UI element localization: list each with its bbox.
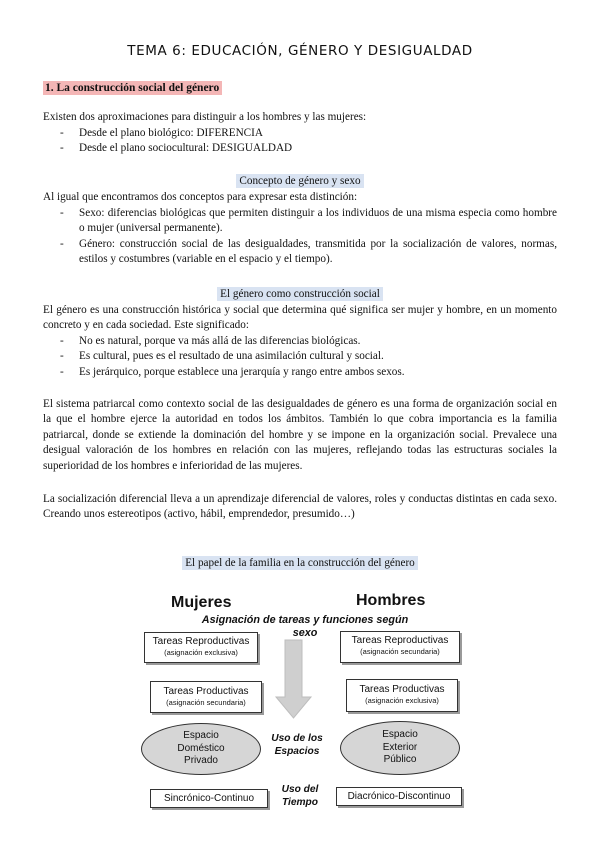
subheading-construccion: El género como construcción social bbox=[0, 288, 600, 300]
uso-espacios-label: Uso de los Espacios bbox=[271, 733, 323, 757]
list-item: - Es cultural, pues es el resultado de una asimilación cultural y social. bbox=[60, 349, 557, 364]
espacio-exterior-ellipse: Espacio Exterior Público bbox=[340, 721, 460, 775]
mujeres-productivas-box: Tareas Productivas (asignación secundaria) bbox=[150, 681, 262, 713]
list-item: - Es jerárquico, porque establece una jerarquía y rango entre ambos sexos. bbox=[60, 365, 557, 380]
sincronico-box: Sincrónico-Continuo bbox=[150, 789, 268, 808]
mujeres-reproductivas-box: Tareas Reproductivas (asignación exclusiva) bbox=[144, 632, 258, 663]
intro-text: Existen dos aproximaciones para distinguir a los hombres y las mujeres: bbox=[43, 111, 367, 123]
hombres-label: Hombres bbox=[356, 592, 426, 609]
section-heading: 1. La construcción social del género bbox=[43, 81, 222, 95]
asignacion-label: Asignación de tareas y funciones según sexo bbox=[201, 614, 409, 639]
sub2-text: El género es una construcción histórica y social que determina qué significa ser mujer y hombre, en un momento concreto y en cada sociedad. Este significado: bbox=[43, 304, 557, 332]
page-title: TEMA 6: EDUCACIÓN, GÉNERO Y DESIGUALDAD bbox=[127, 43, 473, 59]
list-item: - No es natural, porque va más allá de las diferencias biológicas. bbox=[60, 334, 557, 349]
list-item: - Género: construcción social de las desigualdades, transmitida por la socialización de valores, normas, estilos y costumbres (variable en el espacio y el tiempo). bbox=[60, 237, 557, 268]
gender-diagram bbox=[0, 585, 600, 815]
sub1-text: Al igual que encontramos dos conceptos para expresar esta distinción: bbox=[43, 191, 358, 203]
subheading-concepto: Concepto de género y sexo bbox=[0, 175, 600, 187]
list-item: - Sexo: diferencias biológicas que permiten distinguir a los individuos de una misma especia como hombre o mujer (universal permanente). bbox=[60, 206, 557, 237]
subheading-familia: El papel de la familia en la construcción del género bbox=[0, 557, 600, 569]
hombres-productivas-box: Tareas Productivas (asignación exclusiva) bbox=[346, 679, 458, 712]
espacio-domestico-ellipse: Espacio Doméstico Privado bbox=[141, 723, 261, 775]
list-item: - Desde el plano biológico: DIFERENCIA bbox=[60, 126, 557, 141]
uso-tiempo-label: Uso del Tiempo bbox=[281, 784, 319, 808]
hombres-reproductivas-box: Tareas Reproductivas (asignación secundaria) bbox=[340, 631, 460, 663]
sub1-list bbox=[60, 206, 557, 268]
intro-list bbox=[60, 126, 557, 157]
mujeres-label: Mujeres bbox=[171, 594, 232, 611]
sub2-list bbox=[60, 334, 557, 380]
paragraph-patriarcal: El sistema patriarcal como contexto social de las desigualdades de género es una forma de organización social en la que el hombre ejerce la autoridad en todos los ámbitos. También lo que cobra importancia es la familia patriarcal, donde se extiende la dominación del hombre y se impone en la organización social. Prevalece una desigual valoración de los hombres en relación con las mujeres, reflejando todas las estructuras sociales la superioridad de los hombres e inferioridad de las mujeres. bbox=[43, 398, 557, 472]
diacronico-box: Diacrónico-Discontinuo bbox=[336, 787, 462, 806]
list-item: - Desde el plano sociocultural: DESIGUALDAD bbox=[60, 141, 557, 156]
paragraph-socializacion: La socialización diferencial lleva a un aprendizaje diferencial de valores, roles y conductas distintas en cada sexo. Creando unos estereotipos (activo, hábil, emprendedor, presumido…) bbox=[43, 493, 557, 521]
